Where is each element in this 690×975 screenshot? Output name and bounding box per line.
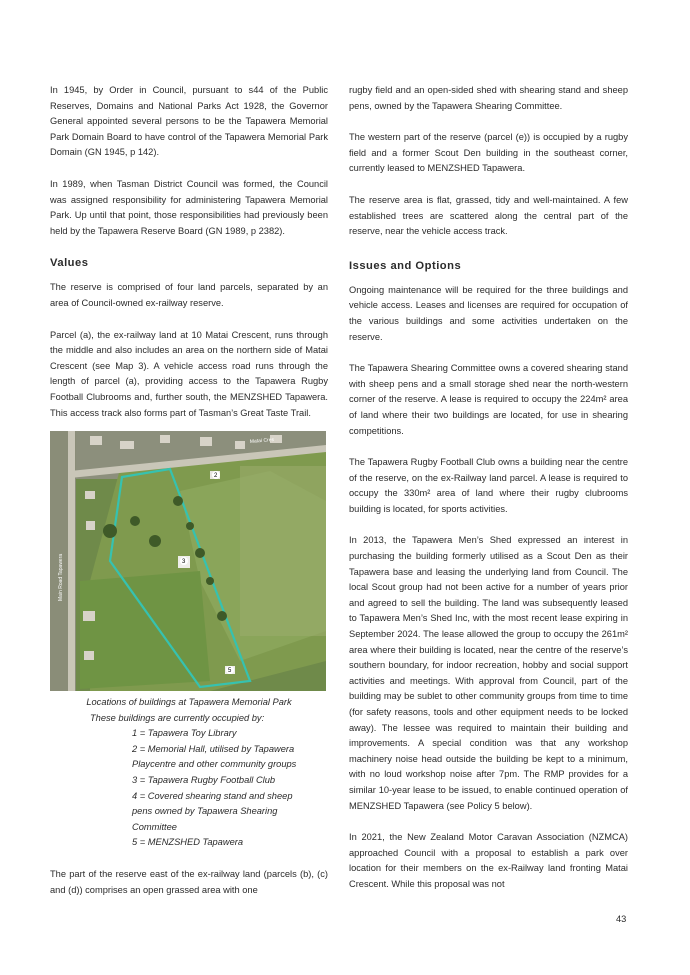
road-label-side: Main Road Tapawera [58, 553, 64, 602]
paragraph: In 1945, by Order in Council, pursuant to s44 of the Public Reserves, Domains and National Parks Act 1928, the Governor General appointed several persons to be the Tapawera Memorial Park Domain Board to have control of the Tapawera Memorial Park Domain (GN 1945, p 142). [50, 85, 328, 158]
caption-item: 5 = MENZSHED Tapawera [132, 837, 244, 848]
caption-item: Playcentre and other community groups [132, 759, 297, 770]
paragraph: The reserve area is flat, grassed, tidy and well-maintained. A few established trees are scattered along the central part of the reserve, near the vehicle access track. [349, 194, 628, 237]
caption-line: Locations of buildings at Tapawera Memorial Park [86, 697, 292, 708]
caption-item: 4 = Covered shearing stand and sheep [132, 790, 293, 801]
caption-item: Committee [132, 821, 177, 832]
caption-item: pens owned by Tapawera Shearing [132, 806, 278, 817]
left-column [50, 83, 328, 914]
issues-heading: Issues and Options [349, 259, 462, 272]
paragraph: The Tapawera Shearing Committee owns a covered shearing stand with sheep pens and a small storage shed near the north-western corner of the reserve. A lease is required to occupy the 224m² area of land where their two buildings are located, for use in shearing competitions. [349, 363, 628, 436]
paragraph: The Tapawera Rugby Football Club owns a building near the centre of the reserve, on the ex-Railway land parcel. A lease is required to occupy the 330m² area of land where their rugby clubrooms building is located, for sports activities. [349, 457, 628, 514]
map-caption [50, 695, 328, 851]
marker-1: 2 [214, 473, 218, 480]
paragraph: Ongoing maintenance will be required for the three buildings and vehicle access. Leases and licenses are required for occupation of the various buildings and some activities undertaken on the reserve. [349, 284, 628, 342]
caption-item: 1 = Tapawera Toy Library [132, 728, 237, 739]
caption-item: 3 = Tapawera Rugby Football Club [132, 775, 276, 786]
paragraph: The reserve is comprised of four land parcels, separated by an area of Council-owned ex-railway reserve. [50, 282, 328, 308]
paragraph: Parcel (a), the ex-railway land at 10 Matai Crescent, runs through the middle and also includes an area on the northern side of Matai Crescent (see Map 3). A vehicle access road runs through the length of parcel (a), providing access to the Tapawera Rugby Football Clubrooms and, further south, the MENZSHED Tapawera. This access track also forms part of Tasman’s Great Taste Trail. [50, 329, 328, 418]
page-number: 43 [616, 914, 627, 924]
paragraph: In 2021, the New Zealand Motor Caravan Association (NZMCA) approached Council with a proposal to establish a park over location for their members on the ex-Railway land fronting Matai Crescent. While this proposal was not [349, 832, 628, 889]
values-heading: Values [50, 257, 89, 270]
caption-line: These buildings are currently occupied by: [90, 712, 265, 723]
marker-5: 5 [228, 668, 232, 675]
paragraph: The western part of the reserve (parcel (e)) is occupied by a rugby field and a former Scout Den building in the southeast corner, currently leased to MENZSHED Tapawera. [349, 132, 628, 174]
marker-2: 3 [182, 559, 186, 566]
road-label-top: Matai Cres [249, 437, 275, 446]
paragraph: In 2013, the Tapawera Men’s Shed expressed an interest in purchasing the building formerly utilised as a Scout Den as their Tapawera base and leasing the underlying land from Council. The local Scout group had not been active for a number of years prior and agreed to sell the building. The land was subsequently leased to Tapawera Men’s Shed Inc, with the most recent lease expiring in September 2024. The lease allowed the group to occupy the 261m² area where their building is located, near the centre of the reserve’s southern boundary, for indoor recreation, hobby and social support activities and meetings. With approval from Council, part of the building may be sublet to other community groups from time to time (for safety reasons, tools and other equipment needs to be locked away). The lessee was required to maintain their building and improvements. A special condition was that any workshop machinery noise head outside the building be kept to a minimum, with no loud workshop noise after 7pm. The RMP provides for a similar 10-year lease to be issued, to enable continued operation of MENZSHED Tapawera (see Policy 5 below). [349, 535, 628, 811]
paragraph: The part of the reserve east of the ex-railway land (parcels (b), (c) and (d)) comprises an open grassed area with one [50, 869, 328, 895]
paragraph: rugby field and an open-sided shed with shearing stand and sheep pens, owned by the Tapawera Shearing Committee. [349, 85, 628, 111]
right-column [349, 83, 628, 909]
caption-item: 2 = Memorial Hall, utilised by Tapawera [132, 743, 295, 754]
aerial-map-image [50, 431, 326, 691]
paragraph: In 1989, when Tasman District Council was formed, the Council was assigned responsibility for administering Tapawera Memorial Park. Up until that point, those responsibilities had previously been held by the Tapawera Reserve Board (GN 1989, p 2382). [50, 178, 328, 236]
